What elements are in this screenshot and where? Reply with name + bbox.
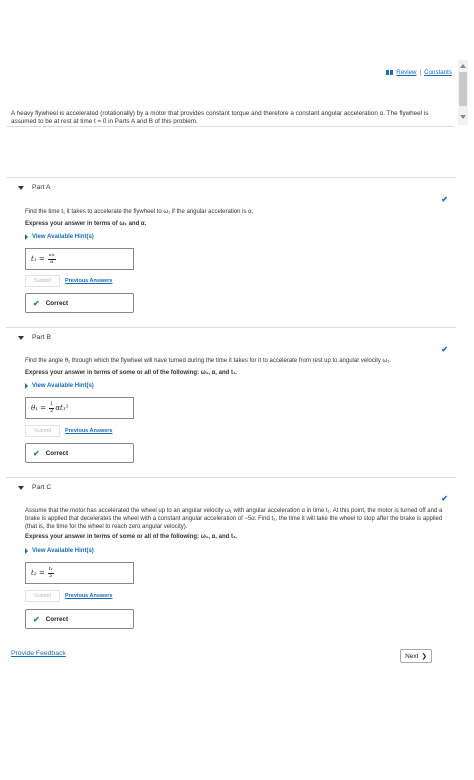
- caret-right-icon: [25, 234, 28, 240]
- fraction-numerator: t₁: [48, 566, 53, 572]
- part-c-question: Assume that the motor has accelerated the wheel up to an angular velocity ω₁ with angular acceleration α in time t₁. At this point, the motor is turned off and a brake is applied that decelerates the wheel with a constant angular acceleration of −5α. Find t₂, the time it will take the wheel to stop after the brake is applied (that is, the time for the wheel to reach zero angular velocity).: [25, 508, 443, 530]
- hint-label: View Available Hint(s): [32, 383, 94, 389]
- provide-feedback-link[interactable]: Provide Feedback: [11, 650, 66, 657]
- part-c-answer: [25, 562, 134, 584]
- scroll-thumb[interactable]: [459, 72, 467, 106]
- chevron-right-icon: ❯: [421, 653, 427, 660]
- correct-label: Correct: [45, 449, 69, 457]
- part-a-toggle: [6, 184, 51, 191]
- part-a-submit-row: [25, 275, 112, 287]
- fraction-numerator: 1: [50, 401, 54, 407]
- scroll-down-arrow-icon[interactable]: [460, 115, 466, 119]
- intro-scrollbar[interactable]: [458, 60, 468, 125]
- check-icon: ✔: [33, 298, 40, 308]
- submit-button[interactable]: Submit: [25, 275, 60, 287]
- answer-fraction: [48, 567, 54, 579]
- constants-link[interactable]: Constants: [424, 69, 452, 76]
- review-link[interactable]: Review: [396, 69, 417, 76]
- part-b-toggle: [6, 334, 51, 341]
- divider: [6, 477, 456, 478]
- part-b-hint[interactable]: [25, 383, 94, 389]
- check-icon: ✔: [441, 345, 448, 354]
- scroll-up-arrow-icon[interactable]: [460, 64, 466, 68]
- caret-down-icon: [18, 186, 24, 190]
- part-a-answer: [25, 248, 134, 270]
- check-icon: ✔: [441, 494, 448, 503]
- answer-rest: αt₁²: [55, 404, 69, 412]
- part-c-title: Part C: [32, 484, 52, 491]
- divider: [6, 126, 454, 127]
- part-a-hint[interactable]: [25, 234, 94, 240]
- submit-button[interactable]: Submit: [25, 425, 60, 437]
- next-label: Next: [405, 652, 419, 660]
- divider: [6, 327, 456, 328]
- submit-button[interactable]: Submit: [25, 590, 60, 602]
- answer-lhs: t₁ =: [31, 255, 45, 263]
- check-icon: ✔: [33, 448, 40, 458]
- fraction-denominator: 2: [50, 407, 54, 414]
- part-a-title: Part A: [32, 184, 51, 191]
- hint-label: View Available Hint(s): [32, 548, 94, 554]
- caret-right-icon: [25, 548, 28, 554]
- answer-fraction: [49, 402, 54, 414]
- correct-label: Correct: [45, 615, 69, 623]
- part-a-correct: [25, 293, 134, 313]
- part-a-question: Find the time t₁ it takes to accelerate the flywheel to ω₁ if the angular acceleration is α.: [25, 209, 254, 215]
- fraction-numerator: ω₁: [48, 252, 55, 258]
- answer-lhs: θ₁ =: [31, 404, 47, 412]
- previous-answers-link[interactable]: Previous Answers: [65, 278, 113, 284]
- check-icon: ✔: [33, 614, 40, 624]
- correct-label: Correct: [45, 299, 69, 307]
- next-button[interactable]: [400, 649, 432, 663]
- part-b-title: Part B: [32, 334, 51, 341]
- part-b-answer: [25, 397, 134, 419]
- part-b-question: Find the angle θ₁ through which the flywheel will have turned during the time it takes for it to accelerate from rest up to angular velocity ω₁.: [25, 358, 391, 364]
- part-b-instruction: Express your answer in terms of some or all of the following: ω₁, α, and t₁.: [25, 370, 238, 376]
- fraction-denominator: 5: [49, 572, 53, 579]
- previous-answers-link[interactable]: Previous Answers: [65, 593, 113, 599]
- header-links: [386, 69, 452, 76]
- problem-intro: A heavy flywheel is accelerated (rotationally) by a motor that provides constant torque and therefore a constant angular acceleration α. The flywheel is assumed to be at rest at time t = 0 in Parts A and B of this problem.: [11, 110, 429, 124]
- previous-answers-link[interactable]: Previous Answers: [65, 428, 113, 434]
- part-b-submit-row: [25, 425, 112, 437]
- hint-label: View Available Hint(s): [32, 234, 94, 240]
- part-c-hint[interactable]: [25, 548, 94, 554]
- check-icon: ✔: [441, 195, 448, 204]
- caret-right-icon: [25, 383, 28, 389]
- part-a-instruction: Express your answer in terms of ω₁ and α.: [25, 221, 147, 227]
- part-b-correct: [25, 443, 134, 463]
- part-c-instruction: Express your answer in terms of some or all of the following: ω₁, α, and t₁.: [25, 534, 238, 540]
- part-c-correct: [25, 609, 134, 629]
- caret-down-icon: [18, 486, 24, 490]
- answer-fraction: [48, 253, 56, 265]
- part-c-submit-row: [25, 590, 112, 602]
- divider: [6, 177, 456, 178]
- caret-down-icon: [18, 336, 24, 340]
- answer-lhs: t₂ =: [31, 569, 45, 577]
- header-separator: |: [419, 69, 422, 76]
- review-icon: [386, 70, 393, 75]
- part-c-toggle: [6, 484, 51, 491]
- fraction-denominator: α: [50, 258, 54, 265]
